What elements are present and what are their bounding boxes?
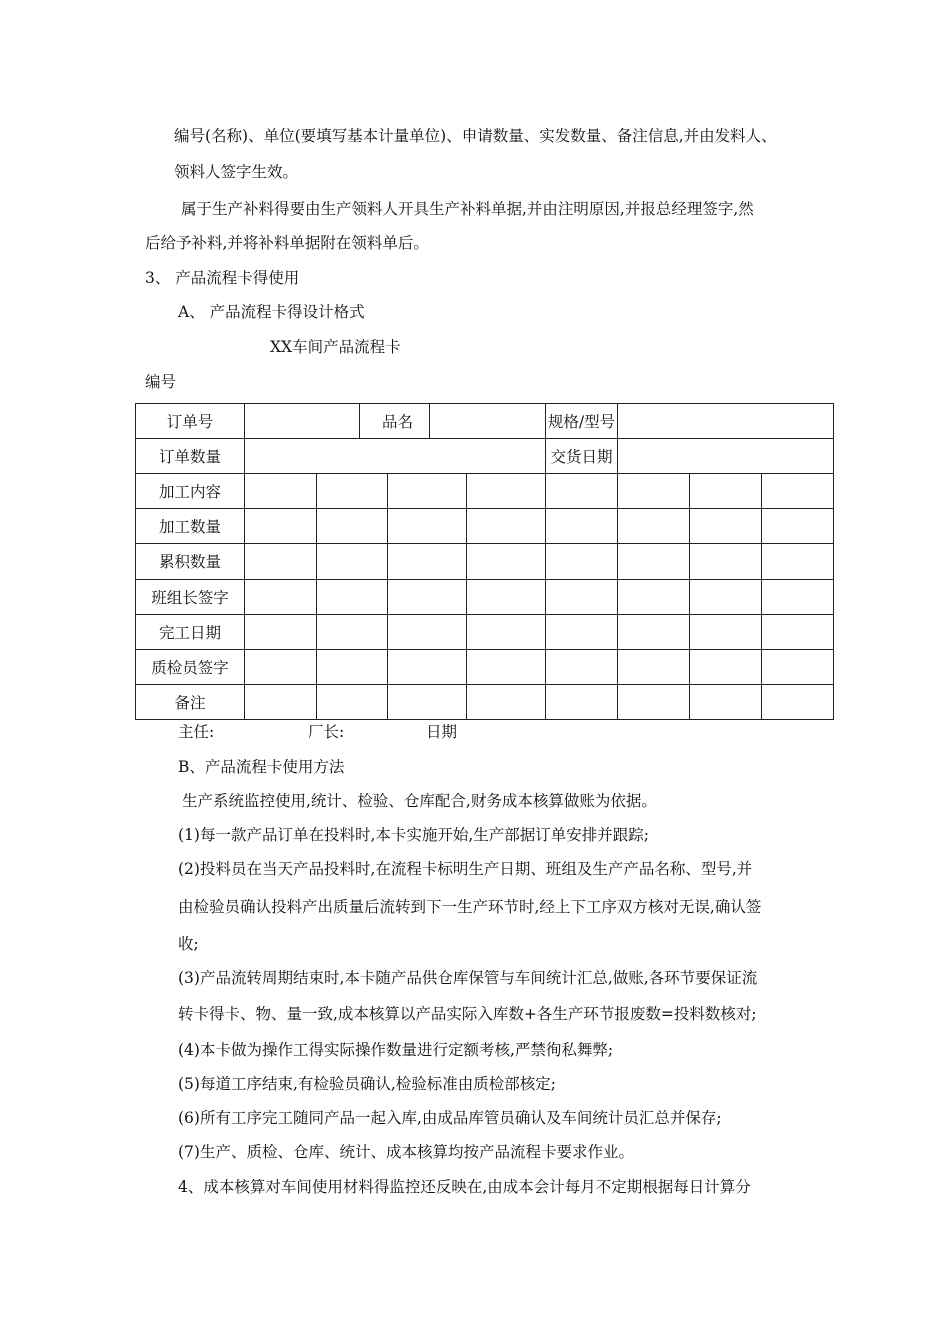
- table-row: [136, 684, 834, 719]
- paragraph-line: 后给予补料,并将补料单据附在领料单后。: [145, 234, 429, 252]
- table-row: [136, 579, 834, 614]
- row-label: 累积数量: [136, 544, 245, 579]
- director-signature-label: 主任:: [178, 723, 215, 741]
- date-label: 日期: [426, 723, 458, 741]
- row-label: 班组长签字: [136, 579, 245, 614]
- order-quantity-label: 订单数量: [136, 439, 245, 474]
- factory-head-signature-label: 厂长:: [308, 723, 345, 741]
- list-item: (2)投料员在当天产品投料时,在流程卡标明生产日期、班组及生产产品名称、型号,并: [178, 860, 753, 878]
- delivery-date-label: 交货日期: [546, 439, 618, 474]
- paragraph-line: 领料人签字生效。: [174, 163, 299, 181]
- process-card-table: [135, 403, 834, 720]
- order-quantity-cell[interactable]: [245, 439, 546, 474]
- row-label: 完工日期: [136, 614, 245, 649]
- row-label: 加工数量: [136, 509, 245, 544]
- table-row: [136, 474, 834, 509]
- list-item: (1)每一款产品订单在投料时,本卡实施开始,生产部据订单安排并跟踪;: [178, 826, 650, 844]
- product-name-label: 品名: [360, 404, 430, 439]
- table-row: [136, 649, 834, 684]
- product-name-cell[interactable]: [430, 404, 546, 439]
- card-title: XX车间产品流程卡: [270, 338, 401, 356]
- subsection-heading: A、 产品流程卡得设计格式: [178, 303, 365, 321]
- row-label: 备注: [136, 684, 245, 719]
- table-row: [136, 614, 834, 649]
- paragraph-line: 编号(名称)、单位(要填写基本计量单位)、申请数量、实发数量、备注信息,并由发料人、: [174, 127, 777, 145]
- serial-label: 编号: [145, 373, 177, 391]
- subsection-heading: B、产品流程卡使用方法: [178, 758, 345, 776]
- row-label: 加工内容: [136, 474, 245, 509]
- list-item: (7)生产、质检、仓库、统计、成本核算均按产品流程卡要求作业。: [178, 1143, 634, 1161]
- paragraph-line: 属于生产补料得要由生产领料人开具生产补料单据,并由注明原因,并报总经理签字,然: [181, 200, 754, 218]
- list-item: 由检验员确认投料产出质量后流转到下一生产环节时,经上下工序双方核对无误,确认签: [178, 898, 762, 916]
- delivery-date-cell[interactable]: [618, 439, 834, 474]
- paragraph-line: 生产系统监控使用,统计、检验、仓库配合,财务成本核算做账为依据。: [182, 792, 657, 810]
- order-number-label: 订单号: [136, 404, 245, 439]
- order-number-cell[interactable]: [245, 404, 360, 439]
- list-item: 收;: [178, 935, 199, 953]
- list-item: (3)产品流转周期结束时,本卡随产品供仓库保管与车间统计汇总,做账,各环节要保证流: [178, 969, 758, 987]
- table-row: [136, 439, 834, 474]
- table-row: [136, 509, 834, 544]
- list-item: (4)本卡做为操作工得实际操作数量进行定额考核,严禁徇私舞弊;: [178, 1041, 614, 1059]
- list-item: 转卡得卡、物、量一致,成本核算以产品实际入库数+各生产环节报废数=投料数核对;: [178, 1005, 757, 1023]
- row-label: 质检员签字: [136, 649, 245, 684]
- list-item: (5)每道工序结束,有检验员确认,检验标准由质检部核定;: [178, 1075, 557, 1093]
- list-item: (6)所有工序完工随同产品一起入库,由成品库管员确认及车间统计员汇总并保存;: [178, 1109, 722, 1127]
- spec-model-label: 规格/型号: [546, 404, 618, 439]
- table-row: [136, 404, 834, 439]
- section-heading: 4、成本核算对车间使用材料得监控还反映在,由成本会计每月不定期根据每日计算分: [178, 1178, 751, 1196]
- spec-model-cell[interactable]: [618, 404, 834, 439]
- table-row: [136, 544, 834, 579]
- section-heading: 3、 产品流程卡得使用: [145, 269, 300, 287]
